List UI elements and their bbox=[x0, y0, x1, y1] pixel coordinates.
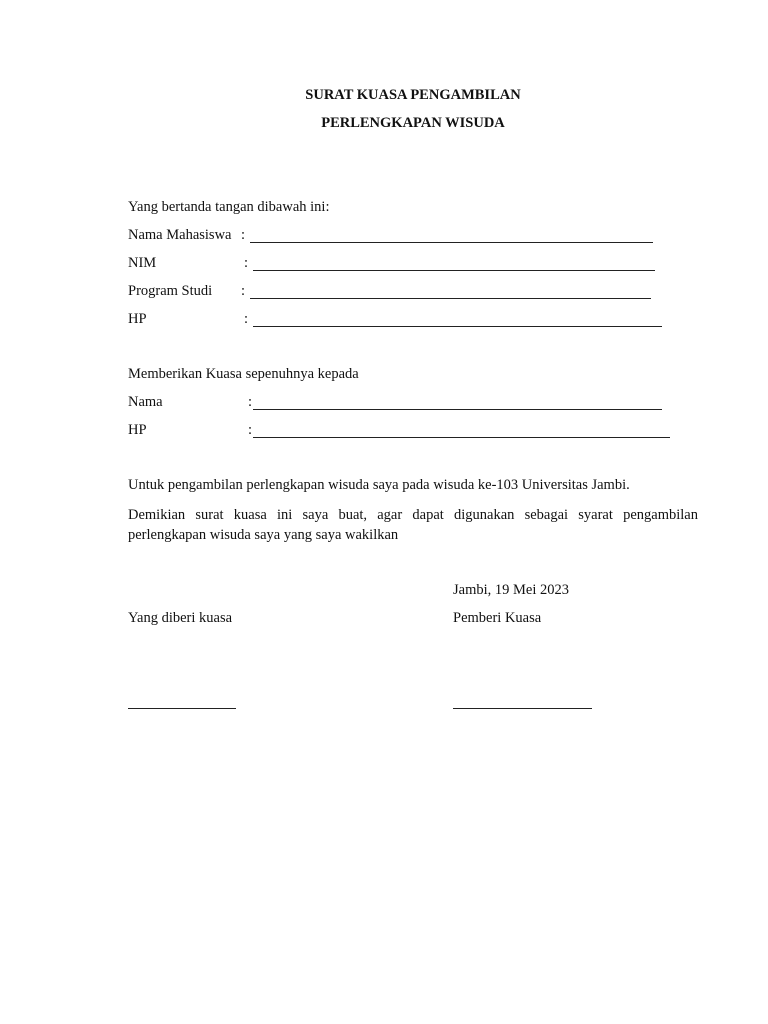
field-blank-line bbox=[253, 409, 662, 410]
grantor-signature-label: Pemberi Kuasa bbox=[453, 610, 542, 626]
field-colon: : bbox=[244, 255, 249, 271]
field-label: Nama bbox=[128, 394, 163, 410]
purpose-text: Untuk pengambilan perlengkapan wisuda saya pada wisuda ke-103 Universitas Jambi. bbox=[128, 477, 630, 493]
field-colon: : bbox=[248, 422, 253, 438]
field-label: Program Studi bbox=[128, 283, 213, 299]
grantor-signature-line bbox=[453, 708, 592, 709]
place-date: Jambi, 19 Mei 2023 bbox=[453, 582, 569, 598]
letter-title-line1: SURAT KUASA PENGAMBILAN bbox=[305, 87, 521, 103]
field-blank-line bbox=[250, 242, 653, 243]
field-colon: : bbox=[244, 311, 249, 327]
proxy-signature-label: Yang diberi kuasa bbox=[128, 610, 233, 626]
field-blank-line bbox=[250, 298, 651, 299]
field-label: Nama Mahasiswa bbox=[128, 227, 232, 243]
field-label: HP bbox=[128, 311, 147, 327]
field-blank-line bbox=[253, 270, 655, 271]
field-colon: : bbox=[241, 227, 246, 243]
field-colon: : bbox=[248, 394, 253, 410]
authorize-intro-text: Memberikan Kuasa sepenuhnya kepada bbox=[128, 366, 359, 382]
field-blank-line bbox=[253, 437, 670, 438]
field-label: HP bbox=[128, 422, 147, 438]
proxy-signature-line bbox=[128, 708, 236, 709]
field-label: NIM bbox=[128, 255, 157, 271]
field-blank-line bbox=[253, 326, 662, 327]
intro-text: Yang bertanda tangan dibawah ini: bbox=[128, 199, 330, 215]
field-colon: : bbox=[241, 283, 246, 299]
closing-paragraph: Demikian surat kuasa ini saya buat, agar dapat digunakan sebagai syarat pengambilan perlengkapan wisuda saya yang saya wakilkan bbox=[128, 507, 698, 543]
letter-title-line2: PERLENGKAPAN WISUDA bbox=[321, 115, 505, 131]
